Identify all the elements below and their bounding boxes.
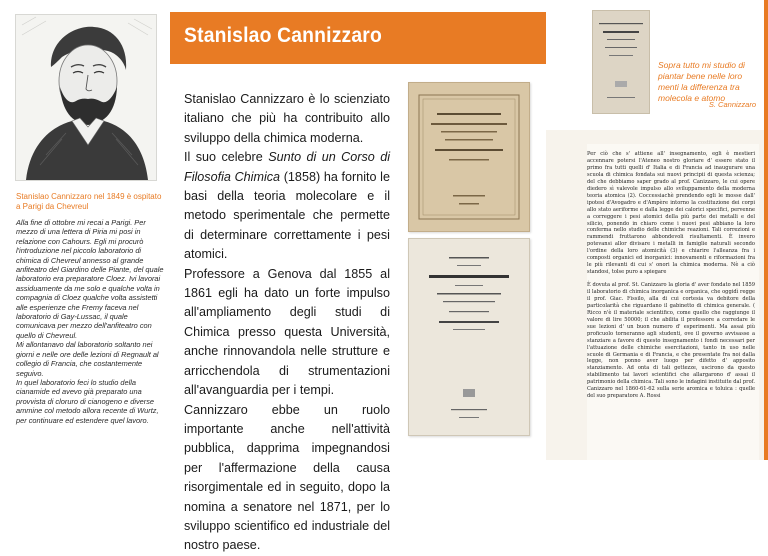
quote-text: Sopra tutto mi studio di piantar bene nelle loro menti la differenza tra molecola e atomo	[658, 60, 745, 103]
main-paragraph-1: Stanislao Cannizzaro è lo scienziato italiano che più ha contribuito allo sviluppo della chimica moderna.	[184, 92, 390, 145]
main-text	[184, 90, 390, 556]
portrait-engraving	[16, 15, 156, 180]
left-column	[0, 0, 170, 460]
book-cover-image-3	[592, 10, 650, 114]
bio-paragraph-2: Mi allontanavo dal laboratorio soltanto nei giorni e nelle ore delle lezioni di Regnault al collegio di Francia, che costantemente seguivo.	[16, 340, 159, 378]
orange-edge-bar	[764, 0, 768, 460]
document-paragraph-2: È dovuta al prof. St. Canizzaro la gloria d' aver fondato nel 1859 il laboratorio di chimica inorganica e organica, che oggidì regge il prof. Giac. Fissilo, alla di cui cortesia va debitore della particolarità che riguardano il gabinetto di chimica generale. ( Ricco n'è il materiale scientifico, come quello che raggiunge il valore di lire 50000; il che abilita il professore a corredare le sue lezioni d' un buon numero d' esperimenti. Ma assai più proficuolo torneranno agli studenti, ove il governo avvisasse a stanziare a favore di questo insegnamento i fondi necessari per l'attuazione delle chimiche esercitazioni, tanto in uso nelle scuole di Germania e di Francia, e che presentate fra noi dalla legge, non ponno aver luogo per difetto d' apposito stanziamento. Ad onta di tali gettezze, uscirono da questo stabilimento tai lavori scientifici che allargarono d' assai il patrimonio della chimica. Tali sono le indagini instituite dal prof. Canizzaro nel 1860-61-62 sulla serie aromica e toluica : quelle del suo preparatore A. Rossi	[587, 282, 755, 400]
document-paragraph-1: Per ciò che s' attiene all' insegnamento, egli è mestieri accennare potersi l'Ateneo nostro gloriare d' essere stato il primo fra tutti quelli d' Italia e di Francia ad inaugurare una scuola di chimica fondata sui nuovi principii di questa scienza; del che debbiamo saper grado al prof. Canizzaro, le cui opere diedero sì valevole impulso allo sviluppamento della moderna teoria atomica (2). Coccessiachè prendendo egli le mosse dall' ipotesi d'Avogadro e d'Ampère intorno la costituzione dei corpi allo stato aeriforme e dalla legge dei calorici specifici, pervenne a correggere i pesi atomici della più parte dei metalli e del silicio, ponendo in chiaro come i nuovi pesi abbiano la loro conferma nello studio delle chimiche reazioni. Tali correzioni e rammendi fruttarono abbondevoli risultamenti. È invero potevansi allor divisare i metalli in famiglie naturali secondo l'ordine della loro atomicità (3) e chiarire l'alleanza fra i composti organici ed inorganici: innovamenti e riformazioni fra le più rilevanti di cui s' onori la chimica moderna. Nè a ciò standosi, tolse puro a spiegare	[587, 151, 755, 276]
bio-text	[16, 218, 166, 425]
title-banner	[170, 12, 546, 64]
main-paragraph-3: Professore a Genova dal 1855 al 1861 egli ha dato un forte impulso all'ampliamento degli studi di Chimica presso questa Università, anche rinnovandola nelle strutture e arricchendola di strumentazioni all'avanguardia per i tempi.	[184, 266, 390, 398]
quote-author: S. Cannizzaro	[708, 100, 756, 109]
portrait-image	[15, 14, 157, 181]
page-title: Stanislao Cannizzaro	[184, 24, 383, 47]
main-paragraph-2	[184, 148, 390, 264]
bio-paragraph-3: In quel laboratorio feci lo studio della cianamide ed avevo già preparato una provvista di cloruro di cianogeno e diverse ammine col metodo allora recente di Wurtz, per continuare ed estendere quel lavoro.	[16, 377, 159, 425]
book-cover-illustration-2	[409, 239, 529, 435]
book-title: Sunto di un Corso di Filosofia Chimica	[184, 150, 390, 184]
book-cover-image-1	[408, 82, 530, 232]
book-cover-illustration-3	[593, 11, 649, 113]
book-cover-illustration-1	[409, 83, 529, 231]
bio-paragraph-1: Alla fine di ottobre mi recai a Parigi. Per mezzo di una lettera di Piria mi posi in relazione con Cahours. Egli mi procurò l'introduzione nel piccolo laboratorio di chimica di Chevreul annesso al grande anfiteatro del Giardino delle Piante, del quale laboratorio era preparatore Cloez. Ivi lavorai assiduamente da me solo e qualche volta in compagnia di Cloez qualche volta assistetti alle esperienze che Fremy faceva nel laboratorio di Gay-Lussac, il quale comunicava per mezzo dell'anfiteatro con quello di Chevreul.	[16, 218, 164, 340]
main-paragraph-2-end: (1858) ha fornito le basi della teoria molecolare e il metodo sperimentale che permette di determinare correttamente i pesi atomici.	[184, 169, 390, 262]
portrait-caption: Stanislao Cannizzaro nel 1849 è ospitato a Parigi da Chevreul	[16, 192, 162, 211]
main-paragraph-2-start: Il suo celebre	[184, 150, 269, 165]
main-paragraph-4: Cannizzaro ebbe un ruolo importante anche nell'attività pubblica, dapprima impegnandosi per l'affermazione della causa risorgimentale ed in seguito, dopo la nomina a senatore nel 1871, per lo sviluppo scientifico ed industriale del nostro paese.	[184, 402, 390, 553]
book-cover-image-2	[408, 238, 530, 436]
